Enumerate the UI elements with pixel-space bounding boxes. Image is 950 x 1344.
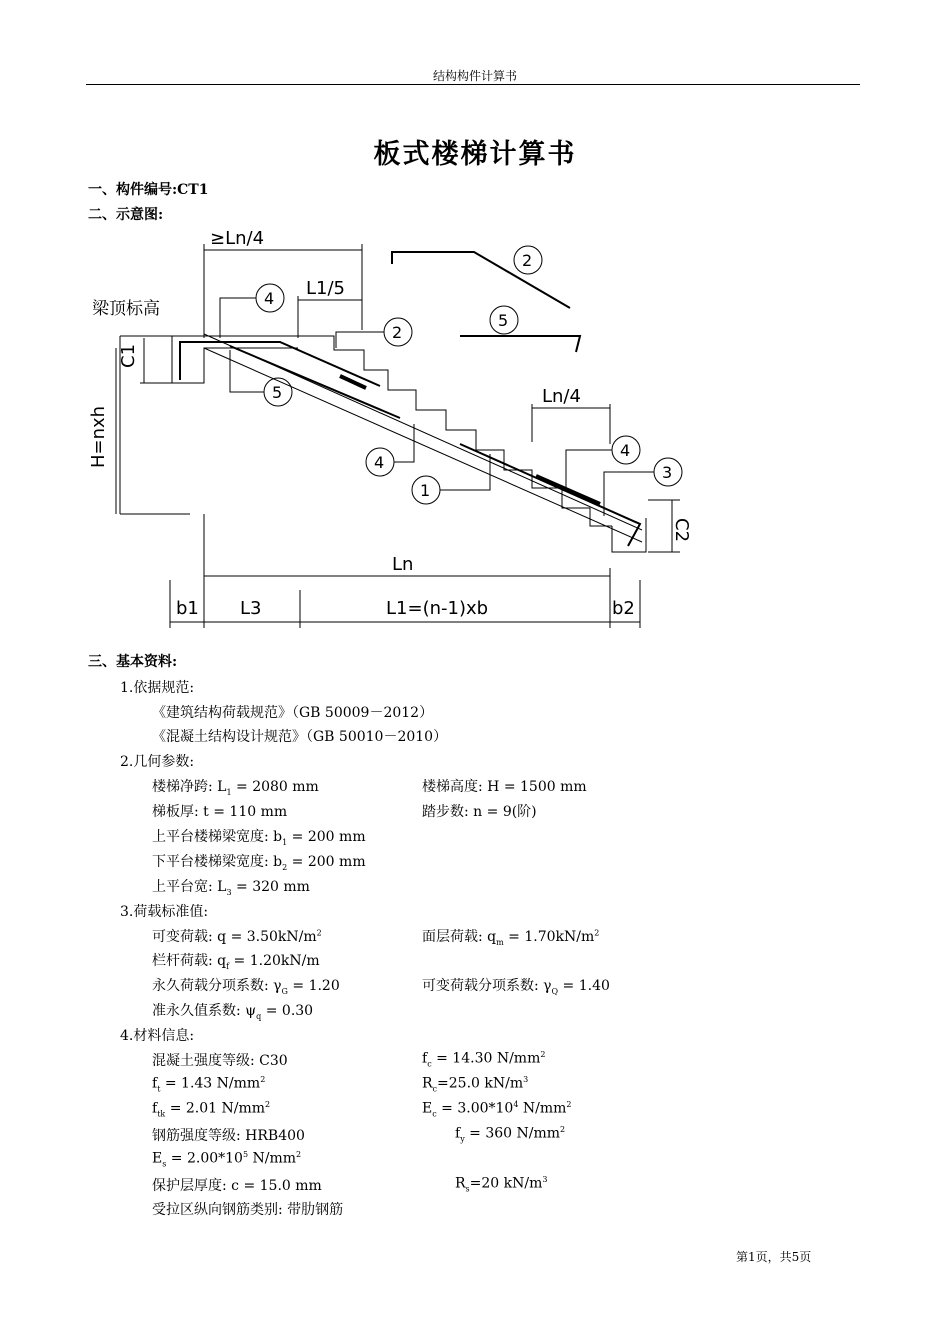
stair-schematic — [80, 218, 700, 630]
geo-label: 2.几何参数: — [120, 754, 195, 770]
mat-fy: $f_y = 360$ $N/mm^2$ — [455, 1125, 566, 1144]
geo-b1: 上平台楼梯梁宽度: $b_1 = 200$ mm — [152, 829, 366, 847]
mat-steel: 钢筋强度等级: HRB400 — [152, 1128, 305, 1144]
load-q: 可变荷载: $q = 3.50kN/m^2$ — [152, 928, 322, 945]
section-basic: 三、基本资料: — [88, 654, 178, 670]
mat-rs: $R_s=20$ $kN/m^3$ — [455, 1175, 548, 1194]
load-gamma-g: 永久荷载分项系数: $\gamma_G = 1.20$ — [152, 978, 340, 996]
dim-ln: Ln — [392, 554, 414, 575]
rebar-2-detail: 2 — [522, 251, 533, 270]
rebar-4-top: 4 — [264, 289, 275, 308]
rebar-2-callout: 2 — [392, 323, 403, 342]
dim-c1: C1 — [118, 343, 139, 368]
mat-fc: $f_c = 14.30$ $N/mm^2$ — [422, 1050, 546, 1069]
geo-l1: 楼梯净跨: $L_1 = 2080$ mm — [152, 779, 319, 797]
page-footer: 第1页，共5页 — [736, 1250, 812, 1264]
mat-rebar-type: 受拉区纵向钢筋类别: 带肋钢筋 — [152, 1202, 344, 1218]
code-2: 《混凝土结构设计规范》（GB 50010－2010） — [152, 729, 448, 745]
dim-b1: b1 — [176, 598, 199, 619]
geo-h: 楼梯高度: H = 1500 mm — [422, 779, 587, 795]
section-diagram: 二、示意图: — [88, 207, 164, 223]
rebar-5-detail: 5 — [498, 311, 509, 330]
dim-top-span: ≥Ln/4 — [210, 228, 265, 249]
mat-concrete: 混凝土强度等级: C30 — [152, 1053, 288, 1069]
rebar-4-mid: 4 — [374, 453, 385, 472]
section-member-id: 一、构件编号:CT1 — [88, 182, 209, 198]
geo-l3: 上平台宽: $L_3 = 320$ mm — [152, 879, 310, 897]
dim-b2: b2 — [612, 598, 635, 619]
mat-cover: 保护层厚度: c = 15.0 mm — [152, 1178, 322, 1194]
document-title: 板式楼梯计算书 — [373, 139, 577, 170]
load-psi: 准永久值系数: $\psi_q = 0.30$ — [152, 1003, 314, 1021]
mat-label: 4.材料信息: — [120, 1028, 195, 1044]
mat-ftk: $f_{tk} = 2.01$ $N/mm^2$ — [152, 1100, 271, 1119]
load-qm: 面层荷载: $q_m = 1.70kN/m^2$ — [422, 928, 600, 947]
rebar-1-callout: 1 — [420, 481, 431, 500]
beam-top-label: 梁顶标高 — [92, 299, 160, 319]
dim-l3: L3 — [240, 598, 262, 619]
dim-l1: L1=(n-1)xb — [386, 598, 489, 619]
load-qf: 栏杆荷载: $q_f = 1.20kN/m$ — [152, 953, 320, 971]
dim-c2: C2 — [671, 518, 692, 543]
geo-b2: 下平台楼梯梁宽度: $b_2 = 200$ mm — [152, 854, 366, 872]
code-1: 《建筑结构荷载规范》（GB 50009－2012） — [152, 705, 434, 721]
mat-ft: $f_t = 1.43$ $N/mm^2$ — [152, 1075, 266, 1094]
load-gamma-q: 可变荷载分项系数: $\gamma_Q = 1.40$ — [422, 978, 610, 996]
rebar-5-callout: 5 — [272, 383, 283, 402]
mat-rc: $R_c=25.0$ $kN/m^3$ — [422, 1075, 529, 1094]
geo-t: 梯板厚: t = 110 mm — [152, 804, 288, 820]
dim-l1-5: L1/5 — [306, 278, 345, 299]
dim-h: H=nxh — [88, 405, 109, 468]
dim-ln-4: Ln/4 — [542, 386, 581, 407]
load-label: 3.荷载标准值: — [120, 904, 209, 920]
page-header: 结构构件计算书 — [432, 69, 517, 83]
mat-es: $E_s = 2.00*10^5$ $N/mm^2$ — [152, 1150, 302, 1169]
mat-ec: $E_c = 3.00*10^4$ $N/mm^2$ — [422, 1100, 572, 1119]
rebar-3-callout: 3 — [662, 463, 673, 482]
rebar-4-low: 4 — [620, 441, 631, 460]
header-rule — [86, 84, 860, 85]
code-label: 1.依据规范: — [120, 680, 195, 696]
geo-n: 踏步数: n = 9(阶) — [422, 804, 537, 820]
